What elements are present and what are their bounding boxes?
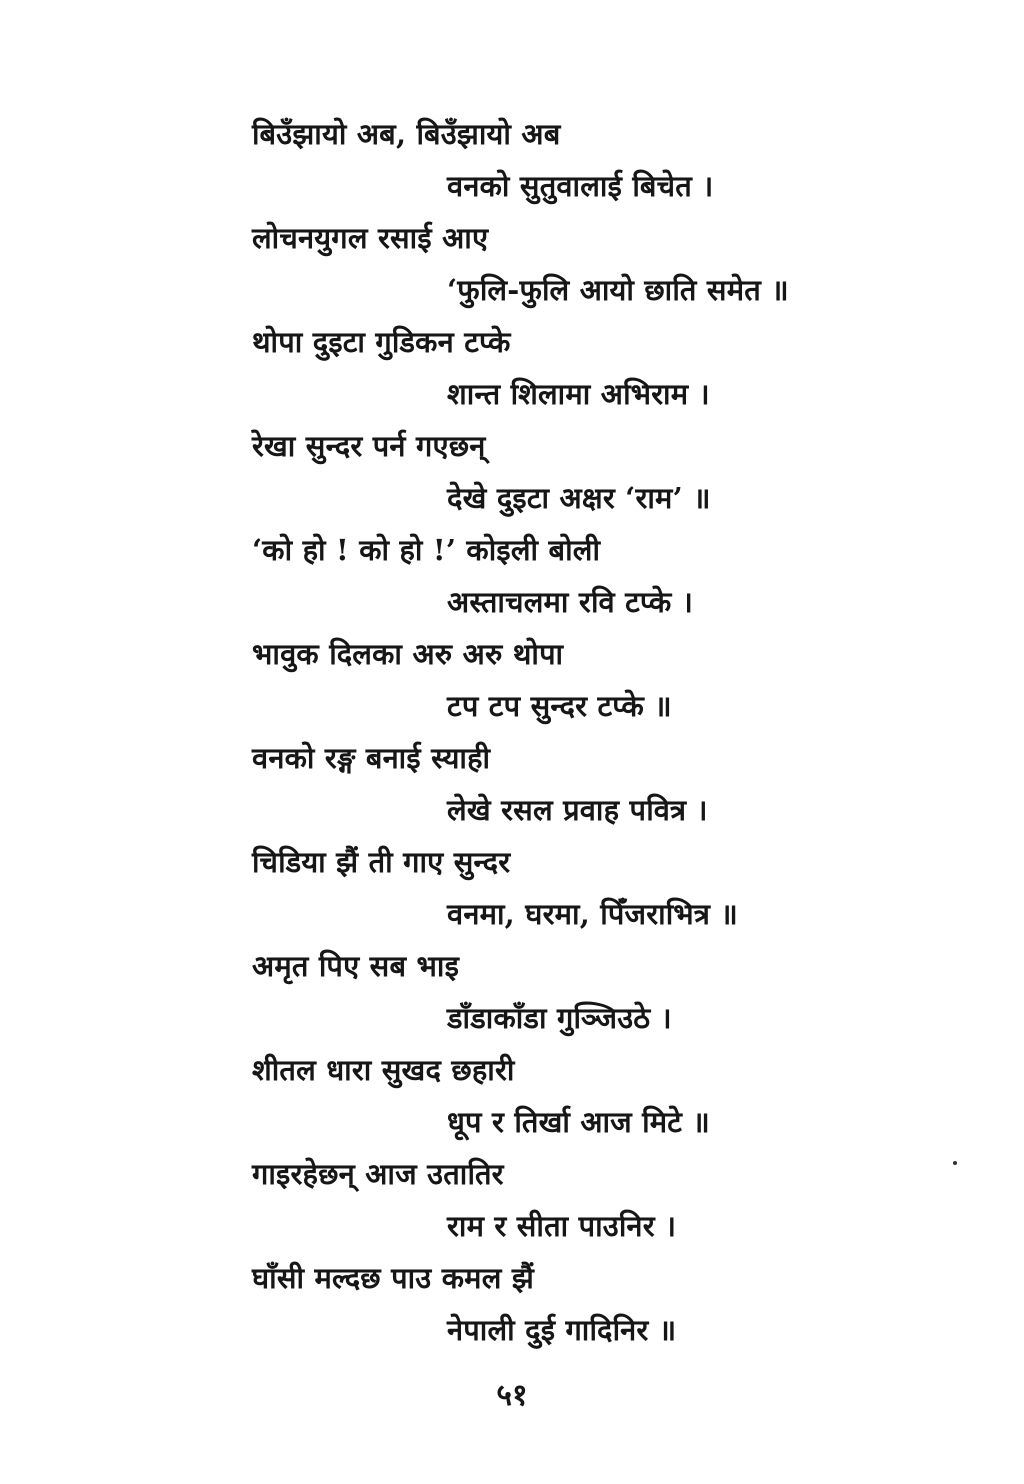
page-number: ५१	[496, 1378, 528, 1413]
poem-line: राम र सीता पाउनिर ।	[447, 1209, 677, 1243]
poem-line: थोपा दुइटा गुडिकन टप्के	[252, 325, 511, 359]
poem-body	[252, 108, 872, 1356]
poem-line: डाँडाकाँडा गुञ्जिउठे ।	[447, 1001, 672, 1035]
poem-line: बिउँझायो अब, बिउँझायो अब	[252, 117, 561, 151]
poem-line: लोचनयुगल रसाई आए	[252, 221, 489, 255]
poem-line: धूप र तिर्खा आज मिटे ॥	[447, 1105, 710, 1139]
poem-line: टप टप सुन्दर टप्के ॥	[447, 689, 672, 723]
poem-line: भावुक दिलका अरु अरु थोपा	[252, 637, 564, 671]
poem-line: अमृत पिए सब भाइ	[252, 949, 460, 983]
poem-line: ‘फुलि-फुलि आयो छाति समेत ॥	[447, 273, 789, 307]
poem-line: ‘को हो ! को हो !’ कोइली बोली	[252, 533, 601, 567]
poem-line: अस्ताचलमा रवि टप्के ।	[447, 585, 694, 619]
poem-line: चिडिया झैं ती गाए सुन्दर	[252, 845, 511, 879]
poem-line: गाइरहेछन् आज उतातिर	[252, 1157, 504, 1191]
poem-line: वनको रङ्ग बनाई स्याही	[252, 741, 491, 775]
poem-line: वनमा, घरमा, पिँजराभित्र ॥	[447, 897, 738, 931]
poem-line: देखे दुइटा अक्षर ‘राम’ ॥	[447, 481, 711, 515]
poem-line: शान्त शिलामा अभिराम ।	[447, 377, 710, 411]
poem-line: नेपाली दुई गादिनिर ॥	[447, 1313, 677, 1347]
poem-line: लेखे रसल प्रवाह पवित्र ।	[447, 793, 708, 827]
poem-line: रेखा सुन्दर पर्न गएछन्	[252, 429, 486, 463]
scan-speck	[953, 1161, 957, 1165]
poem-line: शीतल धारा सुखद छहारी	[252, 1053, 515, 1087]
poem-line: घाँसी मल्दछ पाउ कमल झैं	[252, 1261, 534, 1295]
poem-line: वनको सुतुवालाई बिचेत ।	[447, 169, 714, 203]
